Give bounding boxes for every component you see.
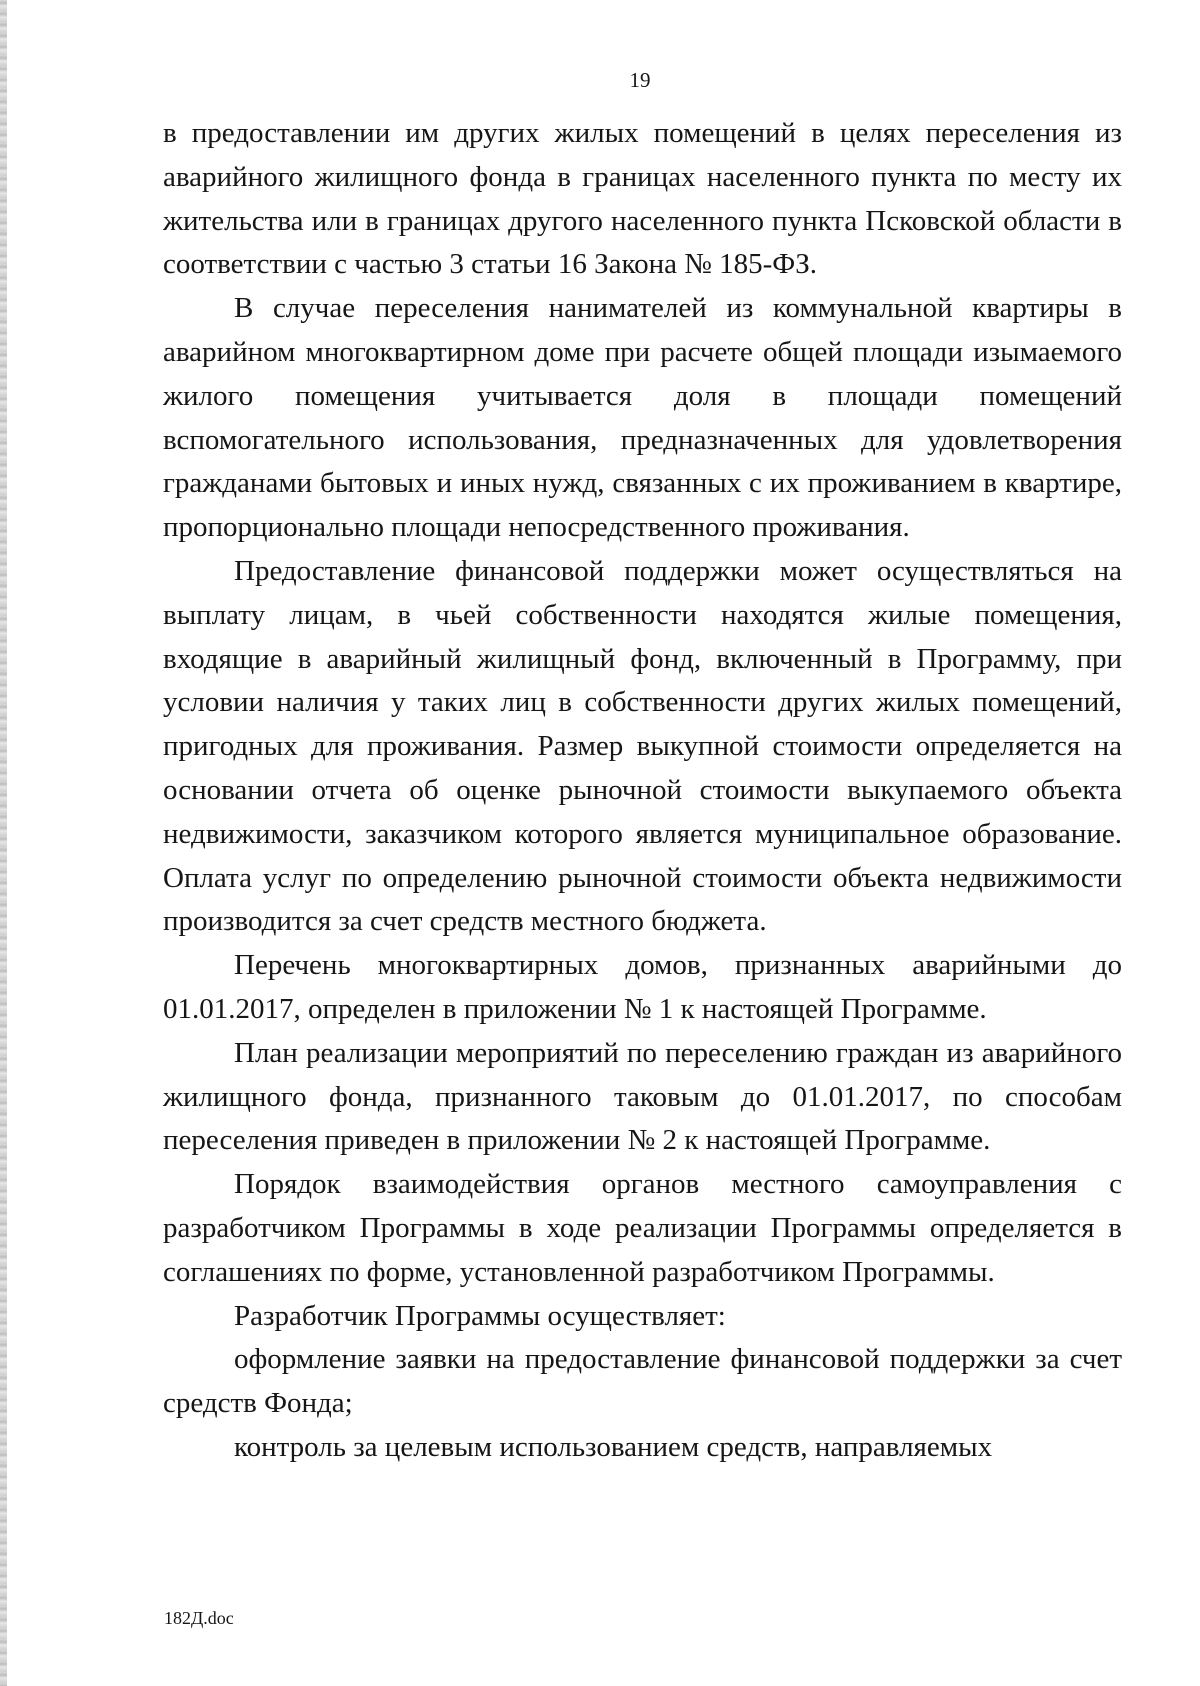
paragraph-7: Разработчик Программы осуществляет: [234, 1299, 726, 1332]
document-body [163, 112, 1122, 1470]
paragraph-1: в предоставлении им других жилых помещений в целях переселения из аварийного жилищного фонда в границах населенного пункта по месту их жительства или в границах другого населенного пункта Псковской области в соответствии с частью 3 статьи 16 Закона № 185-ФЗ. [163, 117, 1122, 281]
paragraph-3: Предоставление финансовой поддержки может осуществляться на выплату лицам, в чьей собственности находятся жилые помещения, входящие в аварийный жилищный фонд, включенный в Программу, при условии наличия у таких лиц в собственности других жилых помещений, пригодных для проживания. Размер выкупной стоимости определяется на основании отчета об оценке рыночной стоимости выкупаемого объекта недвижимости, заказчиком которого является муниципальное образование. Оплата услуг по определению рыночной стоимости объекта недвижимости производится за счет средств местного бюджета. [163, 554, 1122, 938]
page-number: 19 [629, 68, 651, 92]
footer-filename: 182Д.doc [164, 1608, 234, 1628]
paragraph-2: В случае переселения нанимателей из коммунальной квартиры в аварийном многоквартирном доме при расчете общей площади изымаемого жилого помещения учитывается доля в площади помещений вспомогательного использования, предназначенных для удовлетворения гражданами бытовых и иных нужд, связанных с их проживанием в квартире, пропорционально площади непосредственного проживания. [163, 292, 1122, 544]
scan-edge [0, 0, 7, 1686]
paragraph-4: Перечень многоквартирных домов, признанных аварийными до 01.01.2017, определен в приложении № 1 к настоящей Программе. [163, 949, 1122, 1025]
paragraph-9: контроль за целевым использованием средств, направляемых [234, 1430, 993, 1463]
paragraph-5: План реализации мероприятий по переселению граждан из аварийного жилищного фонда, признанного таковым до 01.01.2017, по способам переселения приведен в приложении № 2 к настоящей Программе. [163, 1036, 1122, 1157]
paragraph-6: Порядок взаимодействия органов местного самоуправления с разработчиком Программы в ходе реализации Программы определяется в соглашениях по форме, установленной разработчиком Программы. [163, 1168, 1122, 1288]
paragraph-8: оформление заявки на предоставление финансовой поддержки за счет средств Фонда; [163, 1343, 1122, 1420]
